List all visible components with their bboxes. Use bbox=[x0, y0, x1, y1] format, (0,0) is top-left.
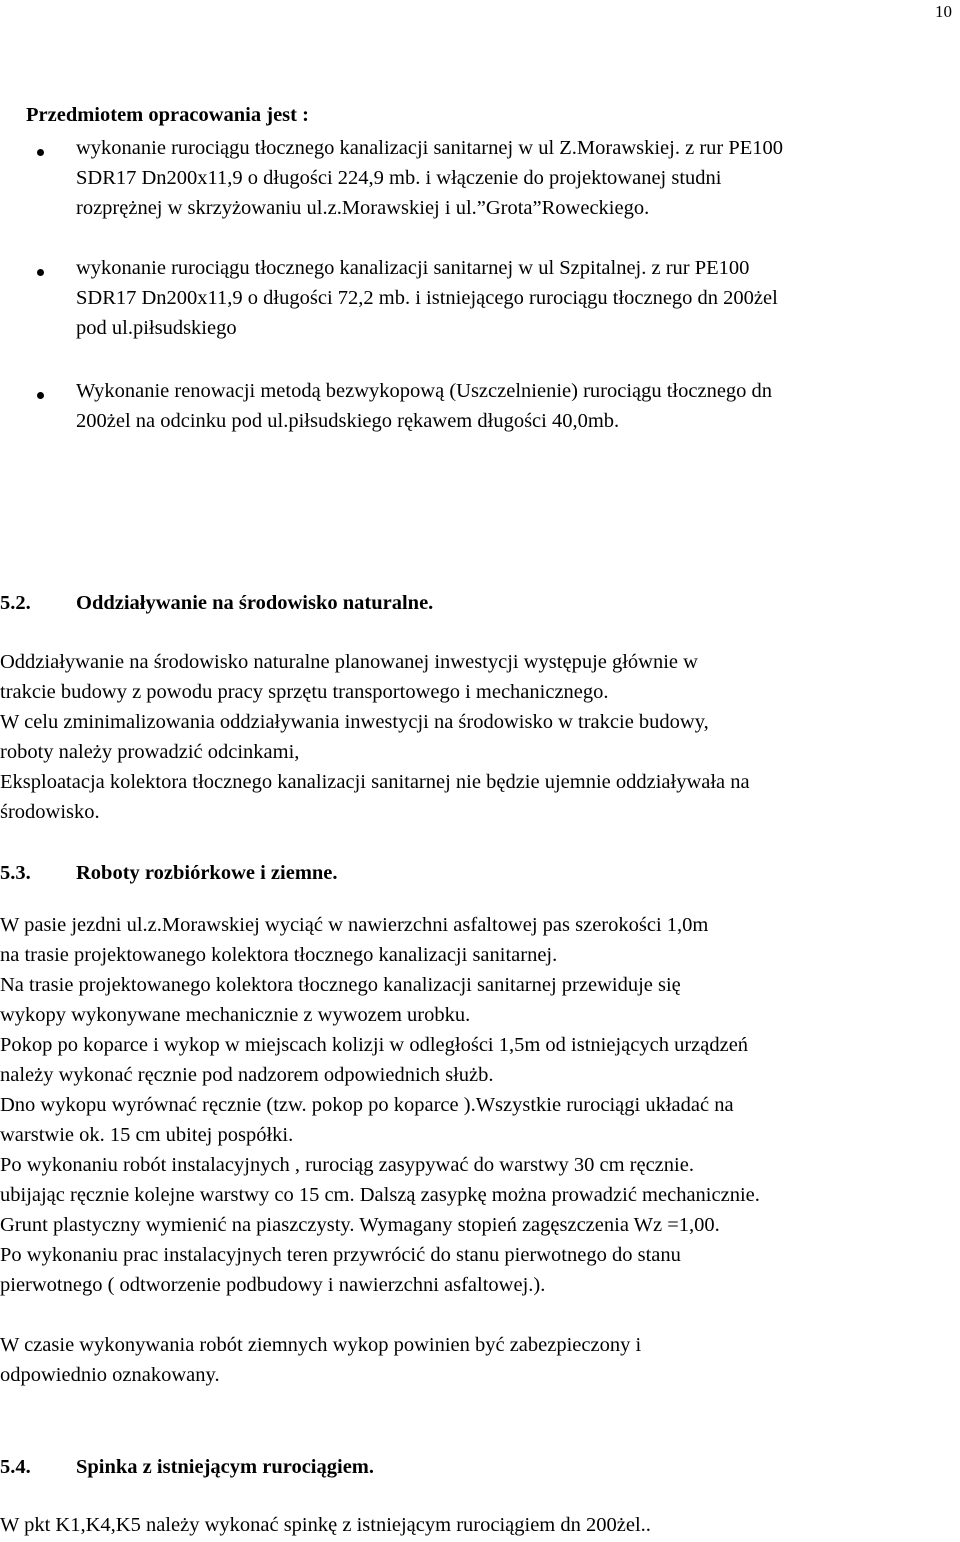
section-53-number: 5.3. bbox=[0, 862, 31, 884]
section-53-line: odpowiednio oznakowany. bbox=[0, 1364, 220, 1386]
section-53-line: warstwie ok. 15 cm ubitej pospółki. bbox=[0, 1124, 294, 1146]
intro-heading: Przedmiotem opracowania jest : bbox=[26, 104, 309, 126]
section-52-line: W celu zminimalizowania oddziaływania inwestycji na środowisko w trakcie budowy, bbox=[0, 711, 709, 733]
section-52-line: roboty należy prowadzić odcinkami, bbox=[0, 741, 300, 763]
section-53-line: W pasie jezdni ul.z.Morawskiej wyciąć w nawierzchni asfaltowej pas szerokości 1,0m bbox=[0, 914, 709, 936]
section-52-line: środowisko. bbox=[0, 801, 100, 823]
section-53-line: wykopy wykonywane mechanicznie z wywozem urobku. bbox=[0, 1004, 471, 1026]
section-54-title: Spinka z istniejącym rurociągiem. bbox=[76, 1456, 374, 1478]
section-53-line: Pokop po koparce i wykop w miejscach kolizji w odległości 1,5m od istniejących urządzeń bbox=[0, 1034, 749, 1056]
section-52-line: Eksploatacja kolektora tłocznego kanalizacji sanitarnej nie będzie ujemnie oddziaływała na bbox=[0, 771, 750, 793]
page-number: 10 bbox=[935, 2, 952, 21]
bullet-2-line-1: wykonanie rurociągu tłocznego kanalizacji sanitarnej w ul Szpitalnej. z rur PE100 bbox=[76, 257, 750, 279]
section-53-line: Po wykonaniu prac instalacyjnych teren przywrócić do stanu pierwotnego do stanu bbox=[0, 1244, 681, 1266]
section-53-line: na trasie projektowanego kolektora tłocznego kanalizacji sanitarnej. bbox=[0, 944, 558, 966]
bullet-1-line-1: wykonanie rurociągu tłocznego kanalizacji sanitarnej w ul Z.Morawskiej. z rur PE100 bbox=[76, 137, 784, 159]
section-52-number: 5.2. bbox=[0, 592, 31, 614]
bullet-dot bbox=[37, 269, 44, 276]
bullet-3-line-2: 200żel na odcinku pod ul.piłsudskiego rękawem długości 40,0mb. bbox=[76, 410, 620, 432]
bullet-dot bbox=[37, 392, 44, 399]
section-52-line: trakcie budowy z powodu pracy sprzętu transportowego i mechanicznego. bbox=[0, 681, 609, 703]
section-53-line: ubijając ręcznie kolejne warstwy co 15 cm. Dalszą zasypkę można prowadzić mechanicznie. bbox=[0, 1184, 760, 1206]
bullet-1-line-3: rozprężnej w skrzyżowaniu ul.z.Morawskiej i ul.”Grota”Roweckiego. bbox=[76, 197, 650, 219]
section-53-line: należy wykonać ręcznie pod nadzorem odpowiednich służb. bbox=[0, 1064, 494, 1086]
section-54-line: W pkt K1,K4,K5 należy wykonać spinkę z istniejącym rurociągiem dn 200żel.. bbox=[0, 1514, 651, 1536]
section-53-line: pierwotnego ( odtworzenie podbudowy i nawierzchni asfaltowej.). bbox=[0, 1274, 546, 1296]
section-53-line: Na trasie projektowanego kolektora tłocznego kanalizacji sanitarnej przewiduje się bbox=[0, 974, 681, 996]
bullet-2-line-3: pod ul.piłsudskiego bbox=[76, 317, 237, 339]
section-52-title: Oddziaływanie na środowisko naturalne. bbox=[76, 592, 434, 614]
bullet-2-line-2: SDR17 Dn200x11,9 o długości 72,2 mb. i istniejącego rurociągu tłocznego dn 200żel bbox=[76, 287, 778, 309]
section-54-number: 5.4. bbox=[0, 1456, 31, 1478]
bullet-3-line-1: Wykonanie renowacji metodą bezwykopową (Uszczelnienie) rurociągu tłocznego dn bbox=[76, 380, 773, 402]
section-53-line: Grunt plastyczny wymienić na piaszczysty. Wymagany stopień zagęszczenia Wz =1,00. bbox=[0, 1214, 720, 1236]
section-53-line: Po wykonaniu robót instalacyjnych , rurociąg zasypywać do warstwy 30 cm ręcznie. bbox=[0, 1154, 694, 1176]
section-53-title: Roboty rozbiórkowe i ziemne. bbox=[76, 862, 338, 884]
section-53-line: W czasie wykonywania robót ziemnych wykop powinien być zabezpieczony i bbox=[0, 1334, 642, 1356]
bullet-dot bbox=[37, 149, 44, 156]
bullet-1-line-2: SDR17 Dn200x11,9 o długości 224,9 mb. i włączenie do projektowanej studni bbox=[76, 167, 722, 189]
section-52-line: Oddziaływanie na środowisko naturalne planowanej inwestycji występuje głównie w bbox=[0, 651, 698, 673]
section-53-line: Dno wykopu wyrównać ręcznie (tzw. pokop po koparce ).Wszystkie rurociągi układać na bbox=[0, 1094, 734, 1116]
